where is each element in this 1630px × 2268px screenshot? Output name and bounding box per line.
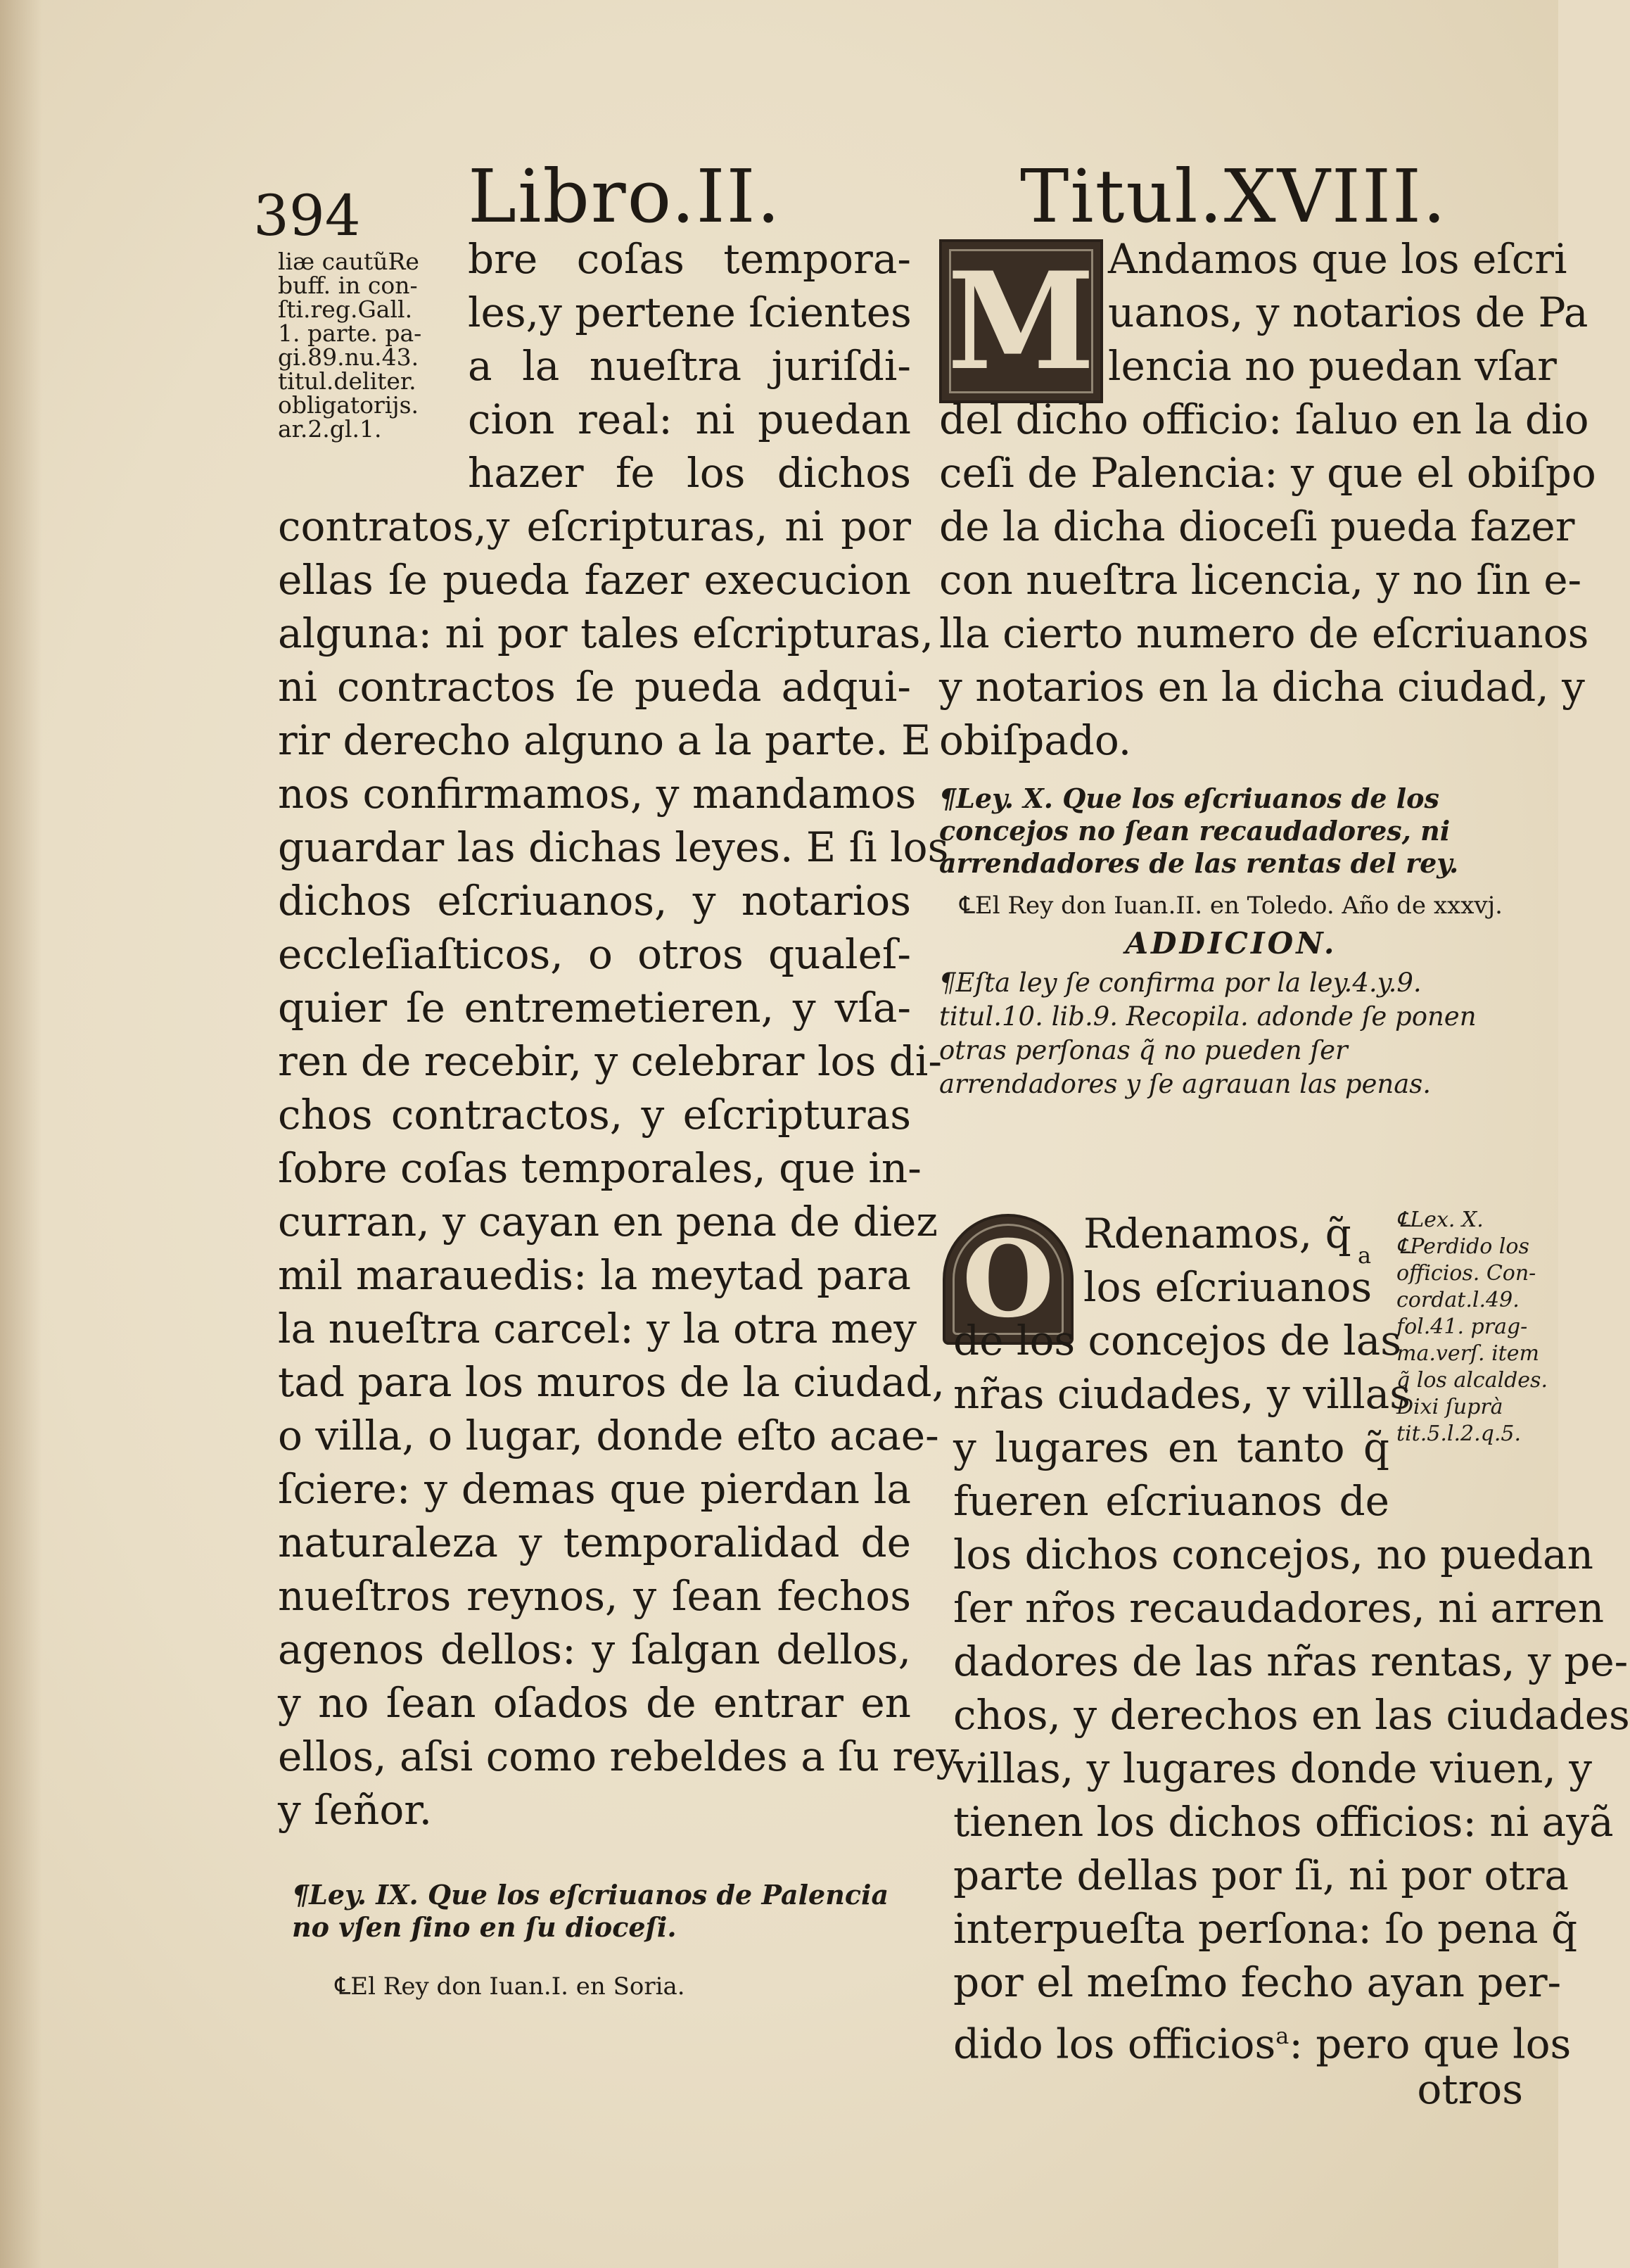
text-line: obiſpado. bbox=[939, 716, 1132, 764]
text-line: ſobre coſas temporales, que in- bbox=[278, 1144, 922, 1192]
text-line: interpueſta perſona: ſo pena q̃ bbox=[953, 1905, 1578, 1953]
text-line: y lugares en tanto q̃ bbox=[953, 1424, 1389, 1471]
addicion-text: ¶Eſta ley ſe confirma por la ley.4.y.9. titul.10. lib.9. Recopila. adonde ſe ponen otras perſonas q̃ no pueden ſer arrendadores y ſe agrauan las penas. bbox=[939, 968, 1477, 1099]
catchword: otros bbox=[1417, 2065, 1523, 2113]
text-line: los eſcriuanos bbox=[1083, 1263, 1373, 1311]
margin-note-line: q̃ los alcaldes. bbox=[1396, 1368, 1548, 1393]
text-line: ren de recebir, y celebrar los di- bbox=[278, 1037, 942, 1085]
right-margin-note bbox=[1396, 1207, 1548, 1447]
title-number: Titul.XVIII. bbox=[1020, 153, 1448, 239]
text-line: con nueſtra licencia, y no ſin e- bbox=[939, 556, 1582, 604]
text-line: ni contractos ſe pueda adqui- bbox=[278, 663, 911, 711]
margin-note-line: ℄Perdido los bbox=[1396, 1234, 1529, 1259]
left-column bbox=[278, 232, 960, 2001]
ley-ix-heading: ¶Ley. IX. Que los eſcriuanos de Palencia no vſen ſino en ſu dioceſi. bbox=[292, 1879, 889, 1943]
note-anchor: a bbox=[1358, 1242, 1372, 1269]
binding-shadow bbox=[0, 0, 42, 2268]
ley-x-heading: ¶Ley. X. Que los eſcriuanos de los concejos no ſean recaudadores, ni arrendadores de las rentas del rey. bbox=[939, 783, 1459, 879]
text-line: bre coſas tempora- bbox=[468, 235, 911, 283]
text-line: los dichos concejos, no puedan bbox=[953, 1531, 1593, 1578]
text-line: les,y pertene ſcientes bbox=[468, 289, 912, 336]
text-line: la nueſtra carcel: y la otra mey bbox=[278, 1305, 917, 1352]
text-line: agenos dellos: y ſalgan dellos, bbox=[278, 1626, 911, 1673]
margin-note-line: liæ cautũRe bbox=[278, 248, 419, 275]
margin-note-line: ſti.reg.Gall. bbox=[278, 296, 413, 323]
text-line: quier ſe entremetieren, y vſa- bbox=[278, 984, 911, 1032]
text-line: a la nueſtra juriſdi- bbox=[468, 342, 911, 390]
addicion-title: ADDICION. bbox=[1125, 926, 1337, 961]
text-line: parte dellas por ſi, ni por otra bbox=[953, 1851, 1569, 1899]
initial-letter: O bbox=[962, 1217, 1055, 1341]
margin-note-line: titul.deliter. bbox=[278, 367, 416, 395]
text-fragment: dido los officios bbox=[953, 2020, 1276, 2068]
text-line: lla cierto numero de eſcriuanos bbox=[939, 609, 1589, 657]
margin-note-line: fol.41. prag- bbox=[1396, 1314, 1528, 1339]
ley-x-body bbox=[953, 1207, 1411, 1528]
text-line: chos contractos, y eſcripturas bbox=[278, 1091, 911, 1139]
text-line: de la dicha dioceſi pueda fazer bbox=[939, 502, 1575, 550]
text-line: y ſeñor. bbox=[278, 1786, 433, 1834]
text-line: nos confirmamos, y mandamos bbox=[278, 770, 917, 818]
text-line: nueſtros reynos, y ſean fechos bbox=[278, 1572, 911, 1620]
text-line: por el meſmo fecho ayan per- bbox=[953, 1958, 1562, 2006]
text-line: curran, y cayan en pena de diez bbox=[278, 1198, 938, 1246]
text-line: del dicho officio: ſaluo en la dio bbox=[939, 395, 1589, 443]
ley-x-source: ℄El Rey don Iuan.II. en Toledo. Año de xxxvj. bbox=[960, 892, 1503, 920]
margin-note-line: 1. parte. pa- bbox=[278, 319, 422, 347]
text-line: guardar las dichas leyes. E ſi los bbox=[278, 823, 949, 871]
text-line: tad para los muros de la ciudad, bbox=[278, 1358, 945, 1406]
page-number: 394 bbox=[253, 183, 361, 248]
text-line: y no ſean oſados de entrar en bbox=[278, 1679, 911, 1727]
text-line: mil marauedis: la meytad para bbox=[278, 1251, 911, 1299]
text-line: dadores de las nr̃as rentas, y pe- bbox=[953, 1637, 1629, 1685]
margin-note-line: Dixi ſuprà bbox=[1396, 1395, 1503, 1419]
text-line: ſciere: y demas que pierdan la bbox=[278, 1465, 911, 1513]
text-line: o villa, o lugar, donde eſto acae- bbox=[278, 1412, 939, 1459]
ley-x-body-continued bbox=[953, 1528, 1630, 2116]
margin-note-line: buff. in con- bbox=[278, 272, 418, 299]
text-line: chos, y derechos en las ciudades bbox=[953, 1691, 1630, 1739]
margin-note-line: gi.89.nu.43. bbox=[278, 343, 419, 371]
margin-note-line: tit.5.l.2.q.5. bbox=[1396, 1421, 1521, 1446]
text-line: de los concejos de las bbox=[953, 1317, 1402, 1364]
text-line: Andamos que los eſcri bbox=[1108, 235, 1567, 283]
margin-note-line: ℄Lex. X. bbox=[1396, 1208, 1484, 1232]
text-line: eccleſiaſticos, o otros qualeſ- bbox=[278, 930, 911, 978]
ley-ix-source: ℄El Rey don Iuan.I. en Soria. bbox=[335, 1972, 685, 2001]
page-header bbox=[0, 141, 1558, 248]
text-line: alguna: ni por tales eſcripturas, bbox=[278, 609, 934, 657]
text-line: tienen los dichos officios: ni ayã bbox=[953, 1798, 1614, 1846]
text-line: naturaleza y temporalidad de bbox=[278, 1519, 911, 1566]
text-line: cion real: ni puedan bbox=[468, 395, 911, 443]
text-line: Rdenamos, q̃ bbox=[1083, 1210, 1351, 1257]
margin-note-line: obligatorijs. bbox=[278, 391, 419, 419]
text-line bbox=[953, 2009, 1572, 2068]
margin-note-line: ar.2.gl.1. bbox=[278, 415, 382, 443]
margin-note-line: ma.verſ. item bbox=[1396, 1341, 1539, 1366]
text-line: contratos,y eſcripturas, ni por bbox=[278, 502, 911, 550]
text-line: hazer fe los dichos bbox=[468, 449, 911, 497]
text-fragment: : pero que los bbox=[1289, 2020, 1572, 2068]
text-line: lencia no puedan vſar bbox=[1108, 342, 1557, 390]
text-line: ellas ſe pueda fazer execucion bbox=[278, 556, 911, 604]
text-line: villas, y lugares donde viuen, y bbox=[953, 1744, 1592, 1792]
text-line: rir derecho alguno a la parte. E bbox=[278, 716, 931, 764]
margin-note-line: cordat.l.49. bbox=[1396, 1288, 1520, 1312]
text-line: ſer nr̃os recaudadores, ni arren bbox=[953, 1584, 1605, 1632]
book-title: Libro.II. bbox=[468, 153, 782, 239]
text-line: y notarios en la dicha ciudad, y bbox=[939, 663, 1585, 711]
text-line: uanos, y notarios de Pa bbox=[1108, 289, 1588, 336]
text-line: fueren eſcriuanos de bbox=[953, 1477, 1389, 1525]
text-line: nr̃as ciudades, y villas bbox=[953, 1370, 1411, 1418]
footnote-marker: a bbox=[1275, 2022, 1290, 2049]
margin-note-line: officios. Con- bbox=[1396, 1261, 1536, 1286]
initial-letter: M bbox=[947, 243, 1095, 400]
text-line: dichos eſcriuanos, y notarios bbox=[278, 877, 911, 925]
text-line: ellos, aſsi como rebeldes a ſu rey bbox=[278, 1732, 960, 1780]
text-line: ceſi de Palencia: y que el obiſpo bbox=[939, 449, 1596, 497]
right-column bbox=[939, 232, 1596, 1101]
